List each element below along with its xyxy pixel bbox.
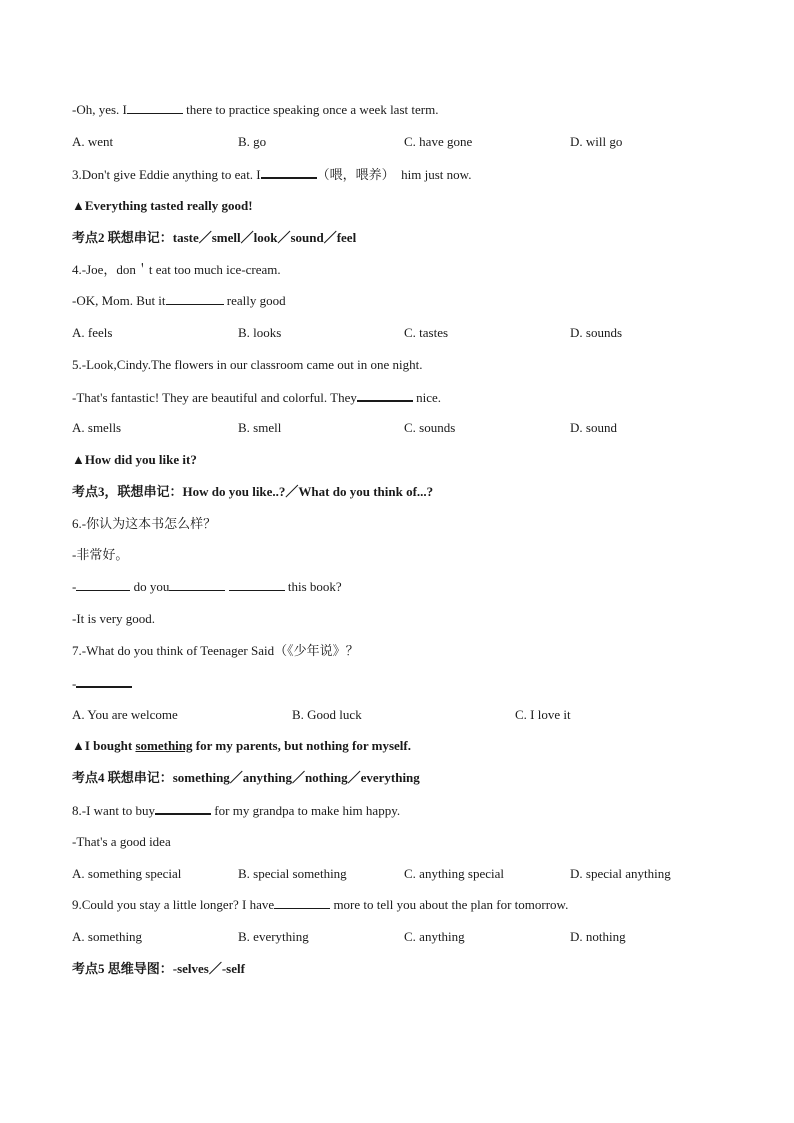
q9-text-end: more to tell you about the plan for tomorrow. — [333, 897, 569, 912]
answer-blank[interactable] — [155, 801, 211, 815]
q7-option-a[interactable]: A. You are welcome — [72, 707, 178, 722]
q6-line4: -It is very good. — [72, 611, 156, 626]
q8-text: 8.-I want to buy — [72, 803, 156, 818]
q7-option-b[interactable]: B. Good luck — [292, 707, 362, 722]
q3-text: 3.Don't give Eddie anything to eat. I — [72, 167, 261, 182]
q8-option-d[interactable]: D. special anything — [570, 866, 671, 881]
q4-option-b[interactable]: B. looks — [238, 325, 282, 340]
example-sentence: ▲Everything tasted really good! — [72, 198, 253, 213]
q6-line1: 6.-你认为这本书怎么样？ — [72, 516, 217, 531]
point-heading: 考点4 联想串记：something／anything／nothing／everything — [72, 770, 420, 785]
q4-line2 — [72, 292, 286, 310]
q8-line1 — [72, 801, 400, 820]
q9-text: 9.Could you stay a little longer? I have — [72, 897, 275, 912]
point-heading: 考点3，联想串记：How do you like..?／What do you think of...? — [72, 484, 434, 499]
q6-line3 — [72, 578, 342, 596]
example-text: ▲I bought — [72, 738, 136, 753]
answer-blank[interactable] — [127, 101, 183, 114]
q6-text: do you — [133, 579, 170, 594]
q8-text-end: for my grandpa to make him happy. — [214, 803, 401, 818]
q6-line2: -非常好。 — [72, 547, 129, 562]
q8-option-c[interactable]: C. anything special — [404, 866, 505, 881]
example-text-end: for my parents, but nothing for myself. — [192, 738, 411, 753]
q3-question — [72, 165, 471, 184]
point-heading: 考点2 联想串记：taste／smell／look／sound／feel — [72, 230, 357, 245]
answer-blank[interactable] — [166, 292, 224, 305]
answer-blank[interactable] — [169, 578, 225, 591]
q9-option-d[interactable]: D. nothing — [570, 929, 626, 944]
q5-option-c[interactable]: C. sounds — [404, 420, 456, 435]
q5-text-end: nice. — [416, 390, 442, 405]
q2-reply — [72, 101, 438, 119]
q4-line1: 4.-Joe，don＇t eat too much ice-cream. — [72, 262, 281, 277]
q9-option-c[interactable]: C. anything — [404, 929, 465, 944]
q2-option-c[interactable]: C. have gone — [404, 134, 473, 149]
q2-option-a[interactable]: A. went — [72, 134, 114, 149]
q4-text-end: really good — [226, 293, 286, 308]
answer-blank[interactable] — [76, 674, 132, 688]
q4-option-a[interactable]: A. feels — [72, 325, 113, 340]
q7-line1: 7.-What do you think of Teenager Said（《少年说》？ — [72, 643, 359, 658]
q2-option-d[interactable]: D. will go — [570, 134, 623, 149]
q6-dash: - — [72, 579, 77, 594]
point-heading: 考点5 思维导图：-selves／-self — [72, 961, 245, 976]
q4-option-d[interactable]: D. sounds — [570, 325, 623, 340]
q5-line2 — [72, 388, 441, 407]
q2-reply-text: -Oh, yes. I — [72, 102, 127, 117]
q4-text: -OK, Mom. But it — [72, 293, 166, 308]
q7-line2 — [72, 674, 132, 693]
q9-option-a[interactable]: A. something — [72, 929, 143, 944]
example-sentence: ▲How did you like it? — [72, 452, 197, 467]
q9-line1 — [72, 896, 568, 914]
q8-line2: -That's a good idea — [72, 834, 171, 849]
q6-text-end: this book? — [287, 579, 342, 594]
q2-option-b[interactable]: B. go — [238, 134, 267, 149]
q5-option-b[interactable]: B. smell — [238, 420, 282, 435]
q5-option-a[interactable]: A. smells — [72, 420, 122, 435]
example-sentence — [72, 737, 411, 755]
q7-dash: - — [72, 676, 77, 691]
q5-line1: 5.-Look,Cindy.The flowers in our classroom came out in one night. — [72, 357, 423, 372]
q5-text: -That's fantastic! They are beautiful and colorful. They — [72, 390, 357, 405]
q5-option-d[interactable]: D. sound — [570, 420, 617, 435]
q8-option-b[interactable]: B. special something — [238, 866, 347, 881]
answer-blank[interactable] — [274, 896, 330, 909]
answer-blank[interactable] — [76, 578, 130, 591]
q7-option-c[interactable]: C. I love it — [515, 707, 571, 722]
underlined-word: something — [135, 738, 193, 753]
q3-hint: （喂，喂养） — [316, 167, 395, 182]
answer-blank[interactable] — [357, 388, 413, 402]
q3-text-end: him just now. — [401, 167, 472, 182]
q2-reply-text-end: there to practice speaking once a week last term. — [186, 102, 439, 117]
answer-blank[interactable] — [261, 165, 317, 179]
answer-blank[interactable] — [229, 578, 285, 591]
q9-option-b[interactable]: B. everything — [238, 929, 309, 944]
q4-option-c[interactable]: C. tastes — [404, 325, 449, 340]
q8-option-a[interactable]: A. something special — [72, 866, 182, 881]
